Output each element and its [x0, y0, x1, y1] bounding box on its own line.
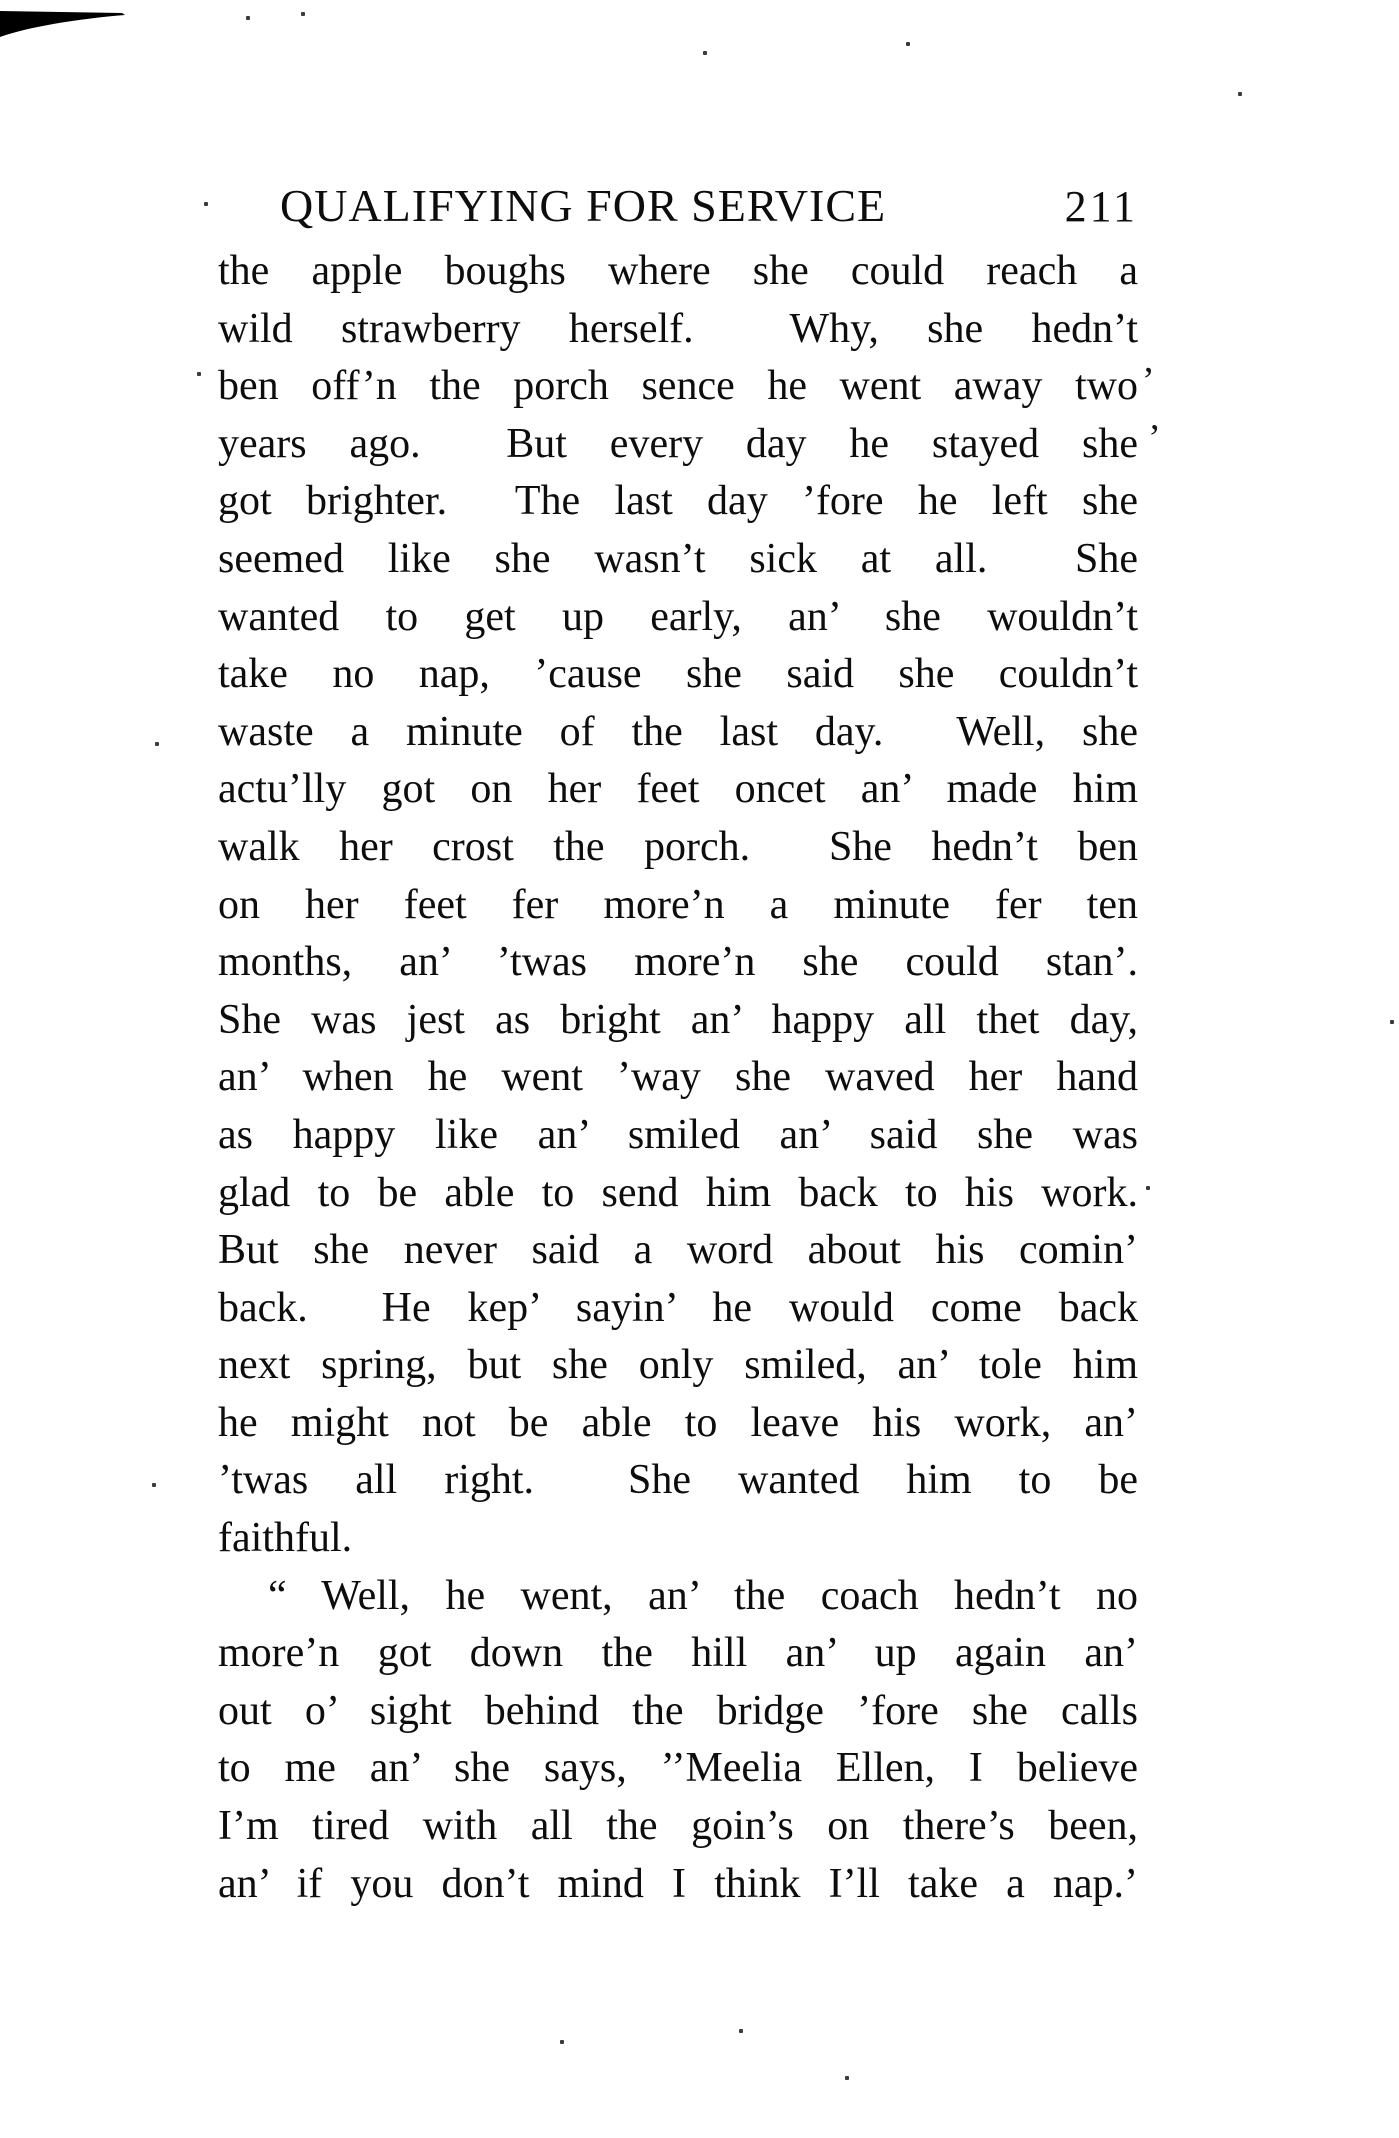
text-line: ’twas all right. She wanted him to be [218, 1457, 1138, 1504]
text-line: walk her crost the porch. She hedn’t ben [218, 823, 1138, 870]
text-line: as happy like an’ smiled an’ said she was [218, 1111, 1138, 1158]
text-line: back. He kep’ sayin’ he would come back [218, 1284, 1138, 1331]
scan-speck [246, 16, 250, 20]
text-line: seemed like she wasn’t sick at all. She [218, 535, 1138, 582]
text-line: ben off’n the porch sence he went away two [218, 363, 1138, 410]
scan-speck [1238, 92, 1242, 96]
running-header [218, 180, 1138, 232]
margin-mark-artifact: , [1150, 396, 1160, 438]
text-line: take no nap, ’cause she said she couldn’t [218, 651, 1138, 698]
text-line: the apple boughs where she could reach a [218, 248, 1138, 294]
text-line: waste a minute of the last day. Well, she [218, 708, 1138, 755]
scan-speck [560, 2040, 564, 2044]
margin-mark-artifact: ’ [1142, 360, 1155, 402]
scan-speck [301, 12, 305, 16]
text-line: on her feet fer more’n a minute fer ten [218, 881, 1138, 928]
text-line: an’ when he went ’way she waved her hand [218, 1054, 1138, 1101]
scan-speck [906, 42, 910, 46]
scan-speck [204, 202, 208, 206]
text-line: to me an’ she says, ’’Meelia Ellen, I believe [218, 1745, 1138, 1792]
text-line: wild strawberry herself. Why, she hedn’t [218, 305, 1138, 352]
scan-speck [152, 1483, 156, 1487]
text-line: he might not be able to leave his work, an’ [218, 1399, 1138, 1446]
text-line: She was jest as bright an’ happy all thet day, [218, 996, 1138, 1043]
text-line: glad to be able to send him back to his work. [218, 1169, 1138, 1216]
scan-speck [845, 2076, 849, 2080]
scan-speck [197, 372, 201, 376]
page-number: 211 [1064, 182, 1138, 231]
text-line: got brighter. The last day ’fore he left she [218, 478, 1138, 525]
text-line: years ago. But every day he stayed she [218, 420, 1138, 467]
body-text [218, 243, 1138, 1913]
scan-speck [1390, 1020, 1394, 1024]
text-line: “ Well, he went, an’ the coach hedn’t no [268, 1572, 1138, 1619]
corner-fold-artifact [0, 0, 140, 48]
text-line: next spring, but she only smiled, an’ tole him [218, 1342, 1138, 1389]
scan-speck [1146, 1186, 1150, 1190]
chapter-title: QUALIFYING FOR SERVICE [280, 180, 887, 231]
text-line: But she never said a word about his comin’ [218, 1227, 1138, 1274]
text-line: months, an’ ’twas more’n she could stan’. [218, 939, 1138, 986]
text-line: actu’lly got on her feet oncet an’ made him [218, 766, 1138, 813]
text-line: an’ if you don’t mind I think I’ll take a nap.’ [218, 1860, 1138, 1907]
text-line: wanted to get up early, an’ she wouldn’t [218, 593, 1138, 640]
text-line: faithful. [218, 1515, 353, 1562]
text-line: out o’ sight behind the bridge ’fore she calls [218, 1687, 1138, 1734]
scan-speck [155, 742, 159, 746]
text-line: I’m tired with all the goin’s on there’s been, [218, 1803, 1138, 1850]
scan-speck [703, 51, 707, 55]
scan-speck [739, 2029, 743, 2033]
text-line: more’n got down the hill an’ up again an’ [218, 1630, 1138, 1677]
